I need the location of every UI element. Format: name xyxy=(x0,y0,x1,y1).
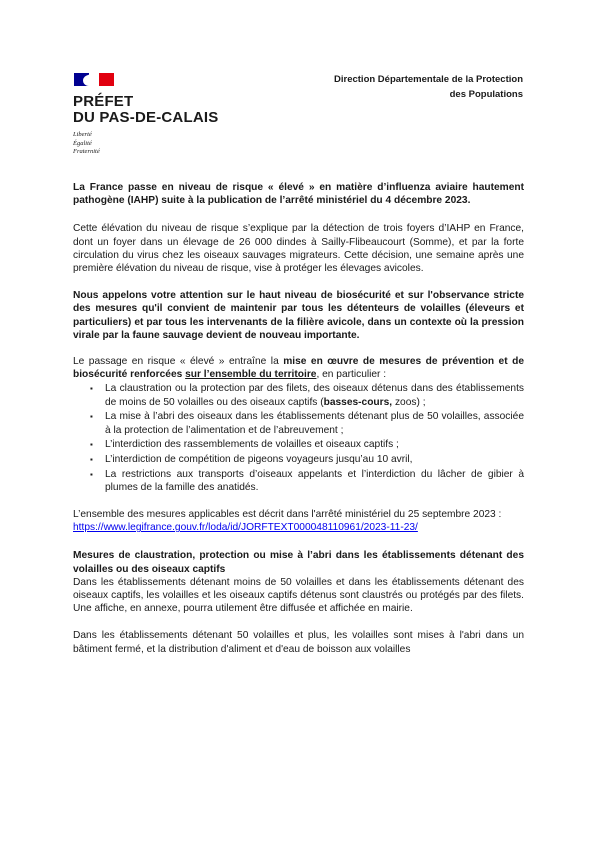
logo-title-line1: PRÉFET xyxy=(73,93,134,110)
list-item: ▪ L’interdiction de compétition de pigeons voyageurs jusqu’au 10 avril, xyxy=(87,453,524,466)
document-body xyxy=(73,181,524,656)
lead-paragraph: La France passe en niveau de risque « élevé » en matière d’influenza aviaire hautement pathogène (IAHP) suite à la publication de l’arrêté ministériel du 4 décembre 2023. xyxy=(73,182,524,207)
republic-motto xyxy=(73,131,223,157)
passage-text: Le passage en risque « élevé » entraîne la xyxy=(73,356,284,368)
bullet-emphasis: basses-cours, xyxy=(323,396,393,408)
list-item xyxy=(87,382,524,408)
issuing-direction xyxy=(263,73,523,102)
list-item: ▪ La mise à l’abri des oiseaux dans les établissements détenant plus de 50 volailles, associée à la protection de l’alimentation et de l’abreuvement ; xyxy=(87,410,524,436)
bullet-text: La claustration ou la protection par des filets, des oiseaux détenus dans des établissements de moins de 50 volailles ou des oiseaux captifs ( xyxy=(105,383,524,408)
section-paragraph: Dans les établissements détenant moins de 50 volailles et dans les établissements détenant des oiseaux captifs, les volailles et les oiseaux captifs détenus sont claustrés ou protégés par des filets. Une affiche, en annexe, pourra utilement être diffusée et affichée en mairie. xyxy=(73,576,524,615)
motto-line: Égalité xyxy=(73,139,92,147)
section-heading: Mesures de claustration, protection ou mise à l’abri dans les établissements détenant des volailles ou des oiseaux captifs xyxy=(73,550,524,575)
measures-reference: L’ensemble des mesures applicables est décrit dans l'arrêté ministériel du 25 septembre 2023 : xyxy=(73,509,502,521)
motto-line: Liberté xyxy=(73,131,92,138)
list-item: ▪ La restrictions aux transports d’oiseaux appelants et l’interdiction du lâcher de gibier à plumes de la famille des anatidés. xyxy=(87,468,524,494)
logo-title-line2: DU PAS-DE-CALAIS xyxy=(73,108,219,126)
section-paragraph: Dans les établissements détenant 50 volailles et plus, les volailles sont mises à l'abri dans un bâtiment fermé, et la distribution d'aliment et d'eau de boisson aux volailles xyxy=(73,630,524,655)
passage-territory: sur l’ensemble du territoire xyxy=(185,369,317,381)
list-item: ▪ L’interdiction des rassemblements de volailles et oiseaux captifs ; xyxy=(87,438,524,451)
logo-title xyxy=(73,94,223,125)
passage-emphasis: mise en œuvre de mesures de prévention et de biosécurité renforcées xyxy=(73,356,524,381)
passage-tail: , en particulier : xyxy=(316,369,387,381)
legifrance-link[interactable]: https://www.legifrance.gouv.fr/loda/id/JORFTEXT000048110961/2023-11-23/ xyxy=(73,522,418,534)
passage-paragraph xyxy=(73,355,524,381)
marianne-flag-icon xyxy=(74,73,114,86)
motto-line: Fraternité xyxy=(73,148,100,155)
attention-paragraph: Nous appelons votre attention sur le haut niveau de biosécurité et sur l'observance stricte des mesures qu'il convient de maintenir par tous les détenteurs de volailles (éleveurs et particuliers) et par tous les intervenants de la filière avicole, dans un contexte où la pression virale par la faune sauvage devient de nouveau importante. xyxy=(73,290,524,341)
prefecture-logo xyxy=(73,73,223,157)
bullet-text: zoos) ; xyxy=(392,396,426,408)
direction-line2: des Populations xyxy=(449,88,523,100)
context-paragraph: Cette élévation du niveau de risque s’explique par la détection de trois foyers d’IAHP en France, dont un foyer dans un élevage de 26 000 dindes à Sailly-Flibeaucourt (Somme), et par la forte circulation du virus chez les oiseaux sauvages migrateurs. Cette décision, une semaine après une première élévation du niveau de risque, vise à protéger les élevages avicoles. xyxy=(73,223,524,275)
measures-list xyxy=(87,382,524,494)
direction-line1: Direction Départementale de la Protection xyxy=(334,74,523,85)
